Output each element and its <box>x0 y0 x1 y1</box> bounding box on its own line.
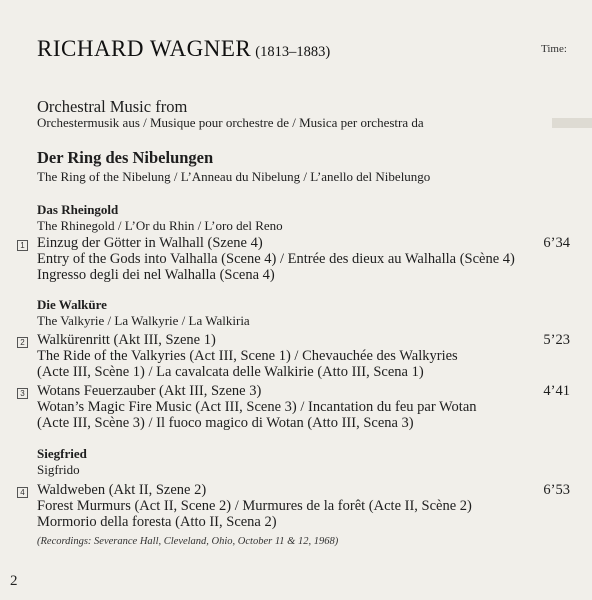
track-duration: 6’53 <box>543 482 570 498</box>
section-title-siegfried: Siegfried <box>37 446 87 461</box>
bleed-through-bar <box>552 118 592 128</box>
track-number-box: 4 <box>17 487 28 498</box>
track-title-it: Ingresso degli dei nel Walhalla (Scena 4) <box>37 267 275 283</box>
composer-heading <box>37 36 330 62</box>
intro-line-2: Orchestermusik aus / Musique pour orchestre de / Musica per orchestra da <box>37 115 424 130</box>
track-title-en-fr: Entry of the Gods into Valhalla (Scene 4) / Entrée des dieux au Walhalla (Scène 4) <box>37 251 515 267</box>
page-number: 2 <box>10 573 18 589</box>
track-duration: 4’41 <box>543 383 570 399</box>
track-duration: 5’23 <box>543 332 570 348</box>
track-title-en-fr: Forest Murmurs (Act II, Scene 2) / Murmures de la forêt (Acte II, Scène 2) <box>37 498 472 514</box>
section-subtitle-siegfried: Sigfrido <box>37 462 80 477</box>
track-title-fr-it: (Acte III, Scène 3) / Il fuoco magico di Wotan (Atto III, Scena 3) <box>37 415 414 431</box>
track-duration: 6’34 <box>543 235 570 251</box>
track-number-box: 3 <box>17 388 28 399</box>
section-subtitle-rheingold: The Rhinegold / L’Or du Rhin / L’oro del Reno <box>37 218 283 233</box>
section-subtitle-walkure: The Valkyrie / La Walkyrie / La Walkiria <box>37 313 250 328</box>
track-title-fr-it: (Acte III, Scène 1) / La cavalcata delle Walkirie (Atto III, Scena 1) <box>37 364 424 380</box>
track-title-de: Waldweben (Akt II, Szene 2) <box>37 482 207 498</box>
track-number-box: 2 <box>17 337 28 348</box>
track-title-en-fr: Wotan’s Magic Fire Music (Act III, Scene 3) / Incantation du feu par Wotan <box>37 399 477 415</box>
track-title-de: Walkürenritt (Akt III, Szene 1) <box>37 332 216 348</box>
ring-title: Der Ring des Nibelungen <box>37 148 214 167</box>
bleed-through-shadow <box>552 118 592 132</box>
track-title-de: Wotans Feuerzauber (Akt III, Szene 3) <box>37 383 262 399</box>
ring-subtitle: The Ring of the Nibelung / L’Anneau du Nibelung / L’anello del Nibelungo <box>37 169 431 184</box>
composer-name: RICHARD WAGNER <box>37 36 252 61</box>
section-title-rheingold: Das Rheingold <box>37 202 119 217</box>
track-title-en-fr: The Ride of the Valkyries (Act III, Scene 1) / Chevauchée des Walkyries <box>37 348 458 364</box>
time-column-label: Time: <box>541 43 567 55</box>
track-title-it: Mormorio della foresta (Atto II, Scena 2) <box>37 514 277 530</box>
track-title-de: Einzug der Götter in Walhall (Szene 4) <box>37 235 263 251</box>
composer-dates: (1813–1883) <box>255 44 331 60</box>
intro-line-1: Orchestral Music from <box>37 97 188 116</box>
track-number-box: 1 <box>17 240 28 251</box>
recordings-note: (Recordings: Severance Hall, Cleveland, Ohio, October 11 & 12, 1968) <box>37 536 339 547</box>
section-title-walkure: Die Walküre <box>37 297 107 312</box>
